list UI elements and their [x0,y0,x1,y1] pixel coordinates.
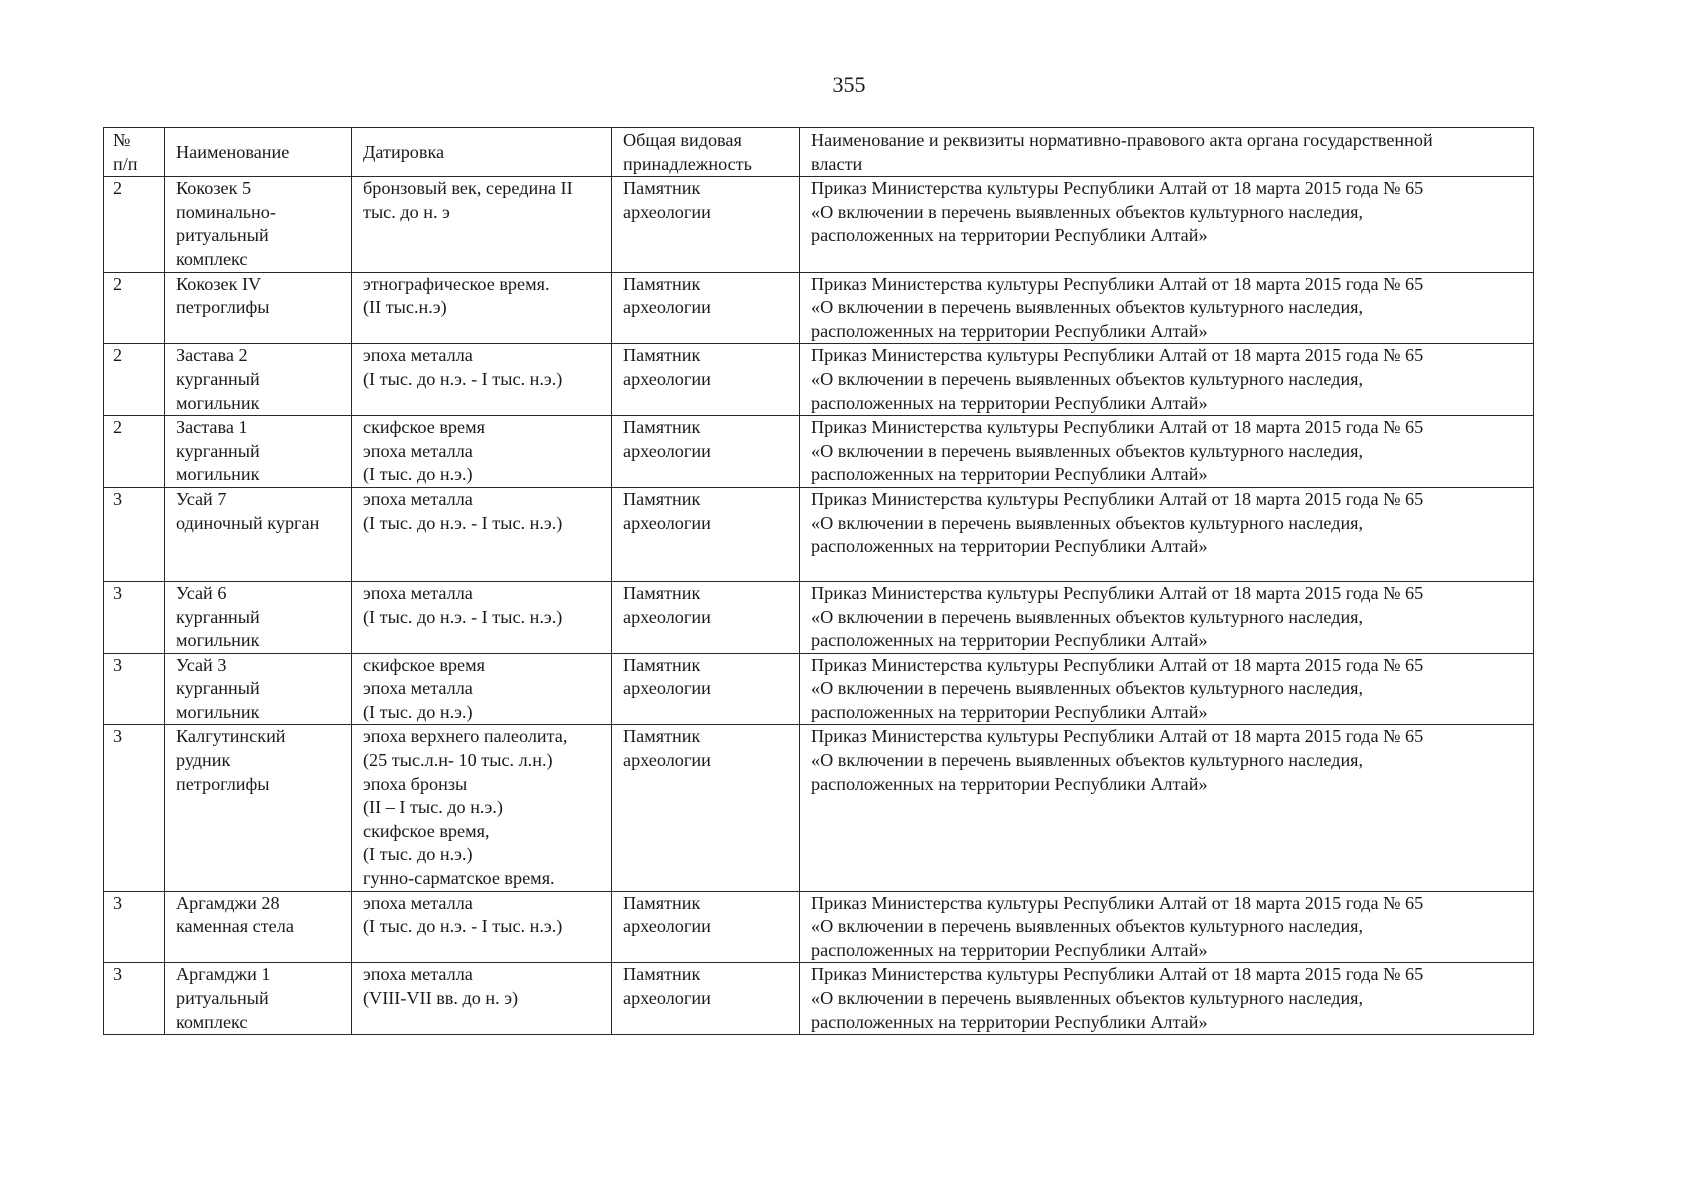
table-header-row [104,128,1534,177]
cell-name: Кокозек IV петроглифы [165,272,352,344]
cell-dating: бронзовый век, середина II тыс. до н. э [352,177,612,272]
table-row [104,725,1534,891]
cell-type: Памятник археологии [612,653,800,725]
cell-number: 2 [104,177,165,272]
cell-dating: этнографическое время. (II тыс.н.э) [352,272,612,344]
table-row [104,653,1534,725]
cell-name: Усай 3 курганный могильник [165,653,352,725]
cell-dating: эпоха металла (VIII-VII вв. до н. э) [352,963,612,1035]
cell-dating: эпоха металла (I тыс. до н.э. - I тыс. н.э.) [352,487,612,581]
table-row [104,272,1534,344]
table-row [104,344,1534,416]
cell-type: Памятник археологии [612,725,800,891]
page-number: 355 [832,72,866,97]
table-row [104,581,1534,653]
cell-number: 3 [104,891,165,963]
cell-dating: эпоха металла (I тыс. до н.э. - I тыс. н.э.) [352,891,612,963]
cell-type: Памятник археологии [612,581,800,653]
cell-type: Памятник археологии [612,963,800,1035]
cell-name: Застава 2 курганный могильник [165,344,352,416]
cell-legal-act: Приказ Министерства культуры Республики Алтай от 18 марта 2015 года № 65 «О включении в перечень выявленных объектов культурного наследия, расположенных на территории Республики Алтай» [800,344,1534,416]
cell-dating: эпоха верхнего палеолита, (25 тыс.л.н- 10 тыс. л.н.) эпоха бронзы (II – I тыс. до н.э.) скифское время, (I тыс. до н.э.) гунно-сарматское время. [352,725,612,891]
cell-legal-act: Приказ Министерства культуры Республики Алтай от 18 марта 2015 года № 65 «О включении в перечень выявленных объектов культурного наследия, расположенных на территории Республики Алтай» [800,653,1534,725]
cell-name: Усай 7 одиночный курган [165,487,352,581]
cell-legal-act: Приказ Министерства культуры Республики Алтай от 18 марта 2015 года № 65 «О включении в перечень выявленных объектов культурного наследия, расположенных на территории Республики Алтай» [800,963,1534,1035]
cell-number: 2 [104,416,165,488]
cell-legal-act: Приказ Министерства культуры Республики Алтай от 18 марта 2015 года № 65 «О включении в перечень выявленных объектов культурного наследия, расположенных на территории Республики Алтай» [800,487,1534,581]
header-name: Наименование [165,128,352,177]
cell-name: Кокозек 5 поминально- ритуальный комплекс [165,177,352,272]
header-number: № п/п [104,128,165,177]
header-dating: Датировка [352,128,612,177]
cell-dating: скифское время эпоха металла (I тыс. до н.э.) [352,653,612,725]
cell-name: Калгутинский рудник петроглифы [165,725,352,891]
cell-name: Аргамджи 28 каменная стела [165,891,352,963]
cell-legal-act: Приказ Министерства культуры Республики Алтай от 18 марта 2015 года № 65 «О включении в перечень выявленных объектов культурного наследия, расположенных на территории Республики Алтай» [800,416,1534,488]
cell-number: 2 [104,344,165,416]
heritage-objects-table [103,127,1534,1035]
cell-dating: скифское время эпоха металла (I тыс. до н.э.) [352,416,612,488]
cell-legal-act: Приказ Министерства культуры Республики Алтай от 18 марта 2015 года № 65 «О включении в перечень выявленных объектов культурного наследия, расположенных на территории Республики Алтай» [800,177,1534,272]
cell-number: 3 [104,581,165,653]
table-row [104,963,1534,1035]
cell-legal-act: Приказ Министерства культуры Республики Алтай от 18 марта 2015 года № 65 «О включении в перечень выявленных объектов культурного наследия, расположенных на территории Республики Алтай» [800,272,1534,344]
cell-name: Застава 1 курганный могильник [165,416,352,488]
cell-legal-act: Приказ Министерства культуры Республики Алтай от 18 марта 2015 года № 65 «О включении в перечень выявленных объектов культурного наследия, расположенных на территории Республики Алтай» [800,725,1534,891]
cell-type: Памятник археологии [612,891,800,963]
cell-number: 2 [104,272,165,344]
cell-type: Памятник археологии [612,487,800,581]
cell-name: Усай 6 курганный могильник [165,581,352,653]
cell-dating: эпоха металла (I тыс. до н.э. - I тыс. н.э.) [352,581,612,653]
cell-type: Памятник археологии [612,177,800,272]
cell-dating: эпоха металла (I тыс. до н.э. - I тыс. н.э.) [352,344,612,416]
cell-type: Памятник археологии [612,344,800,416]
header-legal-act: Наименование и реквизиты нормативно-правового акта органа государственной власти [800,128,1534,177]
cell-type: Памятник археологии [612,272,800,344]
cell-number: 3 [104,725,165,891]
table-row [104,177,1534,272]
cell-number: 3 [104,487,165,581]
table-row [104,416,1534,488]
cell-number: 3 [104,963,165,1035]
table-row [104,891,1534,963]
cell-legal-act: Приказ Министерства культуры Республики Алтай от 18 марта 2015 года № 65 «О включении в перечень выявленных объектов культурного наследия, расположенных на территории Республики Алтай» [800,581,1534,653]
header-type: Общая видовая принадлежность [612,128,800,177]
cell-number: 3 [104,653,165,725]
cell-name: Аргамджи 1 ритуальный комплекс [165,963,352,1035]
table-row [104,487,1534,581]
cell-legal-act: Приказ Министерства культуры Республики Алтай от 18 марта 2015 года № 65 «О включении в перечень выявленных объектов культурного наследия, расположенных на территории Республики Алтай» [800,891,1534,963]
cell-type: Памятник археологии [612,416,800,488]
